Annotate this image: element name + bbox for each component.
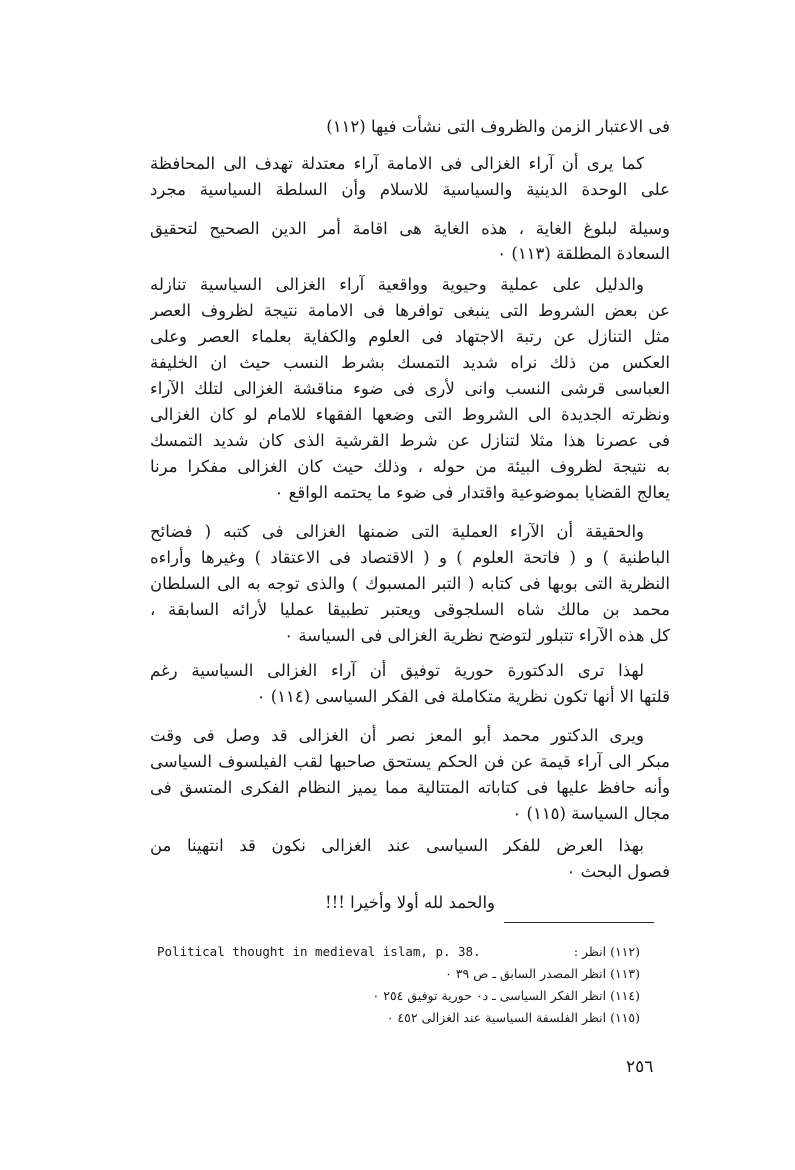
footnote-divider <box>504 922 654 923</box>
footnote: (١١٤) انظر الفكر السياسى ـ د٠ حورية توفيق ٢٥٤ ٠ <box>372 988 640 1003</box>
text-line: لهذا ترى الدكتورة حورية توفيق أن آراء الغزالى السياسية رغم <box>150 661 644 680</box>
text-line: بهذا العرض للفكر السياسى عند الغزالى نكون قد انتهينا من <box>150 836 644 855</box>
text-line: كل هذه الآراء تتبلور لتوضح نظرية الغزالى فى السياسة ٠ <box>284 626 670 645</box>
text-line: النظرية التى بوبها فى كتابه ( التبر المسبوك ) والذى توجه به الى السلطان <box>150 574 670 593</box>
text-line: العباسى قرشى النسب وانى لأرى فى ضوء مناقشة الغزالى لتلك الآراء <box>150 379 670 398</box>
text-line: فصول البحث ٠ <box>566 862 670 881</box>
page-number: ٢٥٦ <box>626 1057 654 1077</box>
footnote-english-reference: Political thought in medieval islam, p. 38. <box>157 944 481 959</box>
text-line: يعالج القضايا بموضوعية واقتدار فى ضوء ما يحتمه الواقع ٠ <box>274 483 670 502</box>
text-line: مثل التنازل عن رتبة الاجتهاد فى العلوم والكفاية بعلماء العصر وعلى <box>150 327 670 346</box>
text-line: الباطنية ) و ( فاتحة العلوم ) و ( الاقتصاد فى الاعتقاد ) وغيرها وأراءه <box>150 548 670 567</box>
text-line: محمد بن مالك شاه السلجوقى ويعتبر تطبيقا عمليا لأرائه السابقة ، <box>150 600 670 619</box>
text-line: قلتها الا أنها تكون نظرية متكاملة فى الفكر السياسى (١١٤) ٠ <box>256 687 670 706</box>
text-line: والدليل على عملية وحيوية وواقعية آراء الغزالى السياسية تنازله <box>150 275 644 294</box>
text-line: وسيلة لبلوغ الغاية ، هذه الغاية هى اقامة أمر الدين الصحيح لتحقيق <box>150 219 670 238</box>
text-line: السعادة المطلقة (١١٣) ٠ <box>497 244 670 263</box>
text-line: عن بعض الشروط التى ينبغى توافرها فى الامامة نتيجة لظروف العصر <box>150 301 670 320</box>
text-line: كما يرى أن آراء الغزالى فى الامامة آراء معتدلة تهدف الى المحافظة <box>150 154 644 173</box>
text-line: فى الاعتبار الزمن والظروف التى نشأت فيها (١١٢) <box>326 117 670 136</box>
text-line: وأنه حافظ عليها فى كتاباته المتتالية مما يميز النظام الفكرى المتسق فى <box>150 778 670 797</box>
text-line: ونظرته الجديدة الى الشروط التى وضعها الفقهاء للامام لو كان الغزالى <box>150 405 670 424</box>
footnote: (١١٢) انظر : <box>573 944 640 959</box>
text-line: مبكر الى آراء قيمة عن فن الحكم يستحق صاحبها لقب الفيلسوف السياسى <box>150 752 670 771</box>
text-line: والحقيقة أن الآراء العملية التى ضمنها الغزالى فى كتبه ( فضائح <box>150 522 644 541</box>
footnote: (١١٣) انظر المصدر السابق ـ ص ٣٩ ٠ <box>445 966 640 981</box>
footnote: (١١٥) انظر الفلسفة السياسية عند الغزالى ٤٥٢ ٠ <box>386 1010 640 1025</box>
text-line: العكس من ذلك نراه شديد التمسك بشرط النسب حيث ان الخليفة <box>150 353 670 372</box>
text-line: فى عصرنا هذا مثلا لتنازل عن شرط القرشية الذى كان شديد التمسك <box>150 431 670 450</box>
text-line: مجال السياسة (١١٥) ٠ <box>512 804 670 823</box>
text-line: به نتيجة لظروف البيئة من حوله ، وذلك حيث كان الغزالى مفكرا مرنا <box>150 457 670 476</box>
text-line: على الوحدة الدينية والسياسية للاسلام وأن السلطة السياسية مجرد <box>150 180 670 199</box>
closing-line: والحمد لله أولا وأخيرا !!! <box>324 893 496 912</box>
text-line: ويرى الدكتور محمد أبو المعز نصر أن الغزالى قد وصل فى وقت <box>150 726 644 745</box>
